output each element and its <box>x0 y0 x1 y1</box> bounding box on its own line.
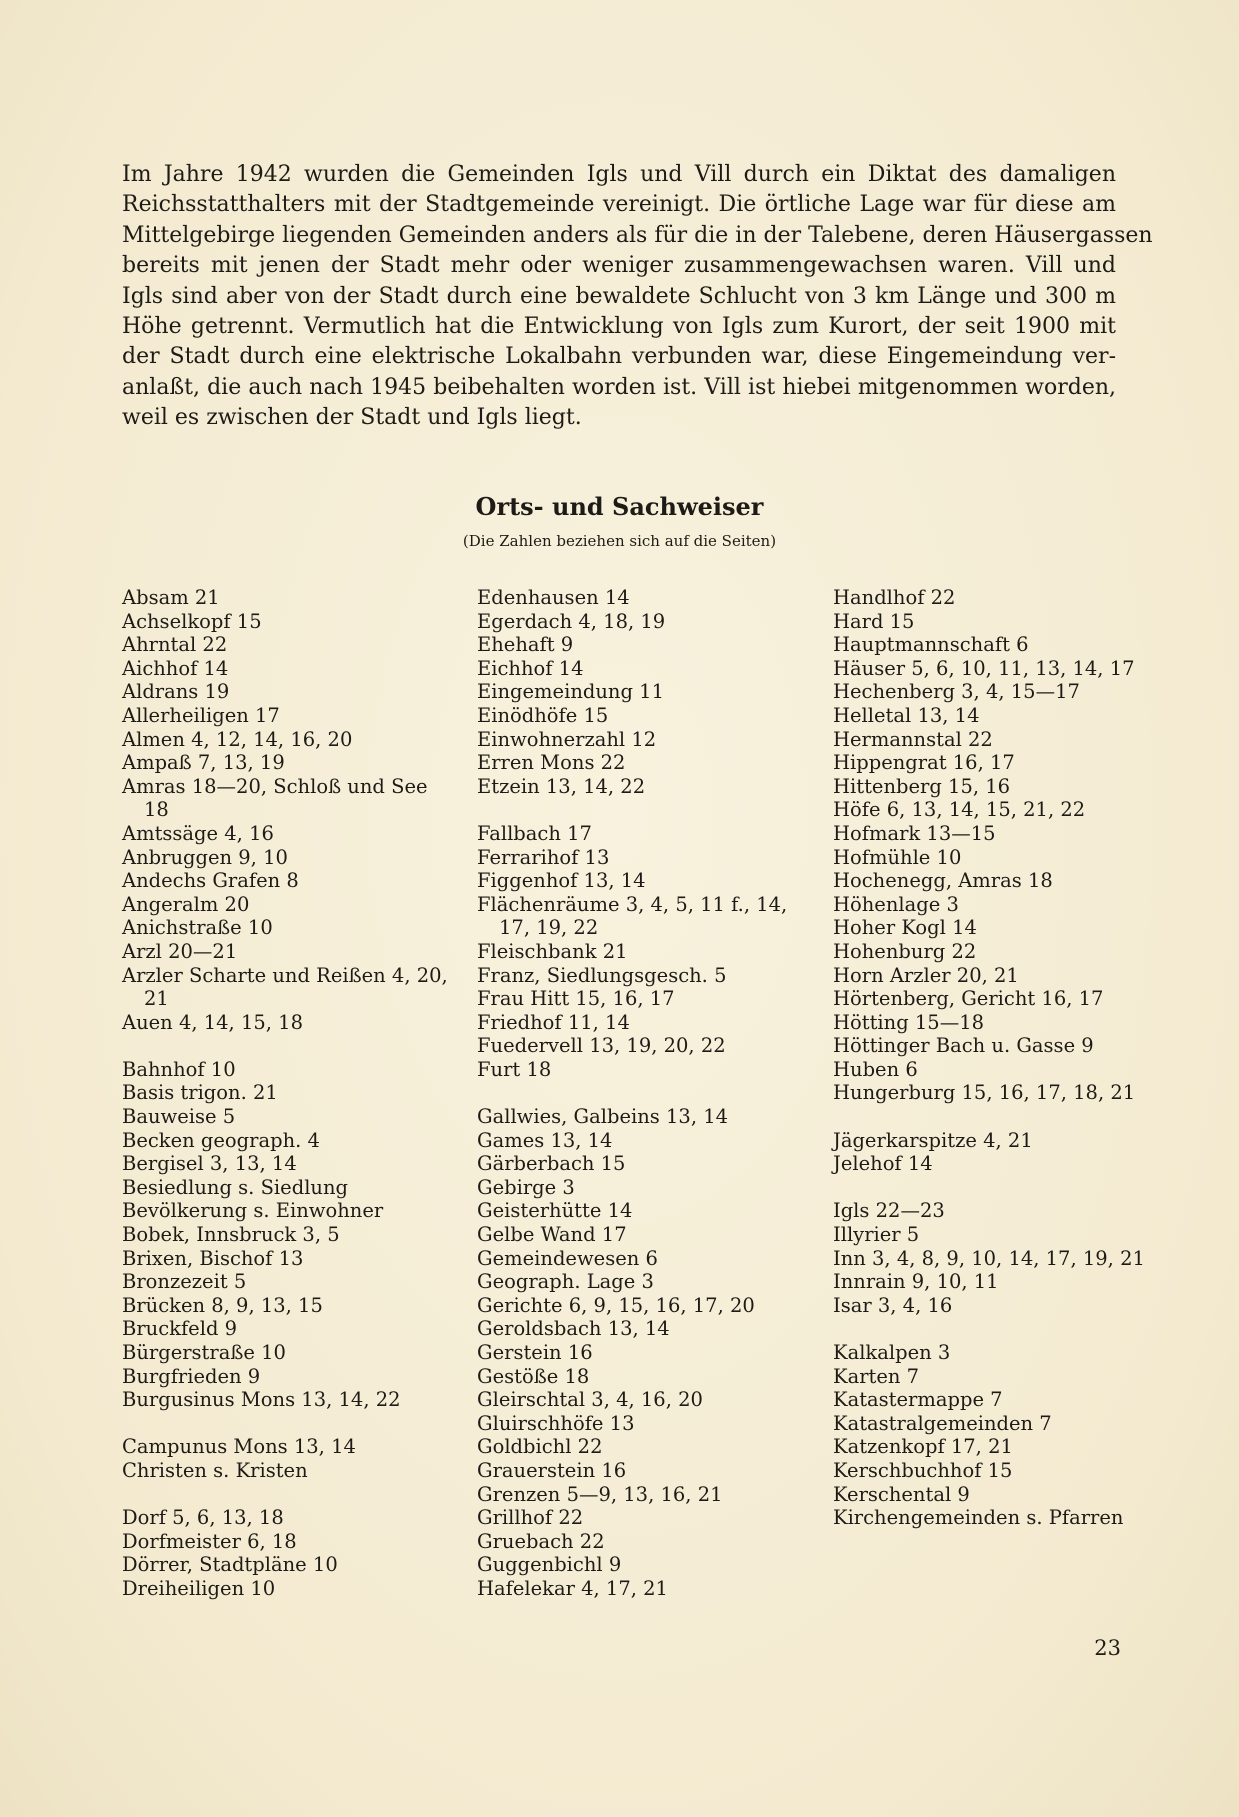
index-entry: Basis trigon. 21 <box>122 1081 278 1105</box>
index-entry: Gestöße 18 <box>477 1364 590 1388</box>
index-entry: Auen 4, 14, 15, 18 <box>122 1010 303 1034</box>
index-entry: Einwohnerzahl 12 <box>477 727 657 751</box>
index-entry: Arzl 20—21 <box>122 939 238 963</box>
index-entry: Erren Mons 22 <box>477 751 626 775</box>
index-entry: Absam 21 <box>122 586 220 609</box>
index-entry: Igls 22—23 <box>833 1199 945 1223</box>
index-entry: Besiedlung s. Siedlung <box>122 1175 349 1199</box>
index-entry: Fuedervell 13, 19, 20, 22 <box>477 1034 726 1058</box>
index-entry: Aichhof 14 <box>122 656 229 680</box>
index-entry: Geisterhütte 14 <box>477 1199 633 1223</box>
index-entry: Dörrer, Stadtpläne 10 <box>122 1553 338 1577</box>
intro-paragraph <box>122 160 1153 434</box>
index-entry: Bobek, Innsbruck 3, 5 <box>122 1223 340 1247</box>
index-entry: Goldbichl 22 <box>477 1435 603 1459</box>
index-entry: Gruebach 22 <box>477 1529 605 1553</box>
index-entry: Anichstraße 10 <box>122 916 273 940</box>
index-entry: Egerdach 4, 18, 19 <box>477 609 666 633</box>
index-entry: Hohenburg 22 <box>833 939 977 963</box>
index-entry: Hötting 15—18 <box>833 1010 985 1034</box>
index-entry: Bürgerstraße 10 <box>122 1341 286 1364</box>
index-section-gap <box>122 1412 452 1436</box>
index-entry: Figgenhof 13, 14 <box>477 869 646 893</box>
index-entry: Bahnhof 10 <box>122 1057 236 1081</box>
index-entry: Grenzen 5—9, 13, 16, 21 <box>477 1482 723 1506</box>
index-entry: Inn 3, 4, 8, 9, 10, 14, 17, 19, 21 <box>833 1246 1145 1270</box>
index-entry: Gluirschhöfe 13 <box>477 1411 635 1435</box>
index-entry: Hofmühle 10 <box>833 845 962 869</box>
index-entry: Gemeindewesen 6 <box>477 1246 658 1270</box>
index-entry: Höttinger Bach u. Gasse 9 <box>833 1034 1094 1058</box>
index-entry: Bruckfeld 9 <box>122 1317 238 1341</box>
index-entry: Kerschental 9 <box>833 1482 970 1506</box>
index-entry: Franz, Siedlungsgesch. 5 <box>477 963 727 987</box>
index-entry: Brücken 8, 9, 13, 15 <box>122 1293 323 1317</box>
index-entry: Hittenberg 15, 16 <box>833 774 1011 798</box>
index-entry: Häuser 5, 6, 10, 11, 13, 14, 17 <box>833 656 1135 680</box>
index-entry: Hafelekar 4, 17, 21 <box>477 1576 668 1600</box>
index-entry: Bergisel 3, 13, 14 <box>122 1152 297 1176</box>
index-section-gap <box>833 1317 1163 1341</box>
index-entry: Grauerstein 16 <box>477 1458 627 1482</box>
index-entry: Guggenbichl 9 <box>477 1553 622 1577</box>
index-entry: Gärberbach 15 <box>477 1152 626 1176</box>
index-entry: Achselkopf 15 <box>122 609 262 633</box>
index-entry: Allerheiligen 17 <box>122 703 280 727</box>
index-entry: Hofmark 13—15 <box>833 821 996 845</box>
index-subtitle: (Die Zahlen beziehen sich auf die Seiten) <box>462 532 777 550</box>
index-entry: Amras 18—20, Schloß und See 18 <box>122 774 428 822</box>
index-entry: Dorfmeister 6, 18 <box>122 1529 297 1553</box>
index-entry: Anbruggen 9, 10 <box>122 845 288 869</box>
index-column-2 <box>477 586 807 1601</box>
index-entry: Fleischbank 21 <box>477 939 628 963</box>
index-entry: Becken geograph. 4 <box>122 1128 320 1152</box>
index-entry: Isar 3, 4, 16 <box>833 1293 953 1317</box>
index-entry: Huben 6 <box>833 1057 918 1081</box>
index-entry: Hauptmannschaft 6 <box>833 633 1029 657</box>
intro-line: bereits mit jenen der Stadt mehr oder weniger zusammengewachsen waren. Vill und <box>122 253 1116 279</box>
index-entry: Gelbe Wand 17 <box>477 1223 627 1247</box>
index-entry: Almen 4, 12, 14, 16, 20 <box>122 727 353 751</box>
intro-line: anlaßt, die auch nach 1945 beibehalten worden ist. Vill ist hiebei mitgenommen worden, <box>122 374 1116 400</box>
index-entry: Angeralm 20 <box>122 892 250 916</box>
index-entry: Höhenlage 3 <box>833 892 959 916</box>
index-entry: Hochenegg, Amras 18 <box>833 869 1053 893</box>
index-entry: Arzler Scharte und Reißen 4, 20, 21 <box>122 963 448 1011</box>
index-entry: Ferrarihof 13 <box>477 845 610 869</box>
index-entry: Edenhausen 14 <box>477 586 630 609</box>
index-entry: Aldrans 19 <box>122 680 230 704</box>
index-entry: Hermannstal 22 <box>833 727 993 751</box>
index-entry: Helletal 13, 14 <box>833 703 980 727</box>
index-entry: Gerichte 6, 9, 15, 16, 17, 20 <box>477 1293 755 1317</box>
index-entry: Burgfrieden 9 <box>122 1364 261 1388</box>
index-entry: Fallbach 17 <box>477 821 592 845</box>
index-entry: Kirchengemeinden s. Pfarren <box>833 1506 1124 1530</box>
index-entry: Gerstein 16 <box>477 1341 593 1364</box>
index-entry: Katastermappe 7 <box>833 1388 1003 1412</box>
index-section-gap <box>833 1105 1163 1129</box>
index-entry: Katastralgemeinden 7 <box>833 1411 1052 1435</box>
index-section-gap <box>122 1034 452 1058</box>
index-entry: Gallwies, Galbeins 13, 14 <box>477 1105 729 1129</box>
index-entry: Gleirschtal 3, 4, 16, 20 <box>477 1388 703 1412</box>
index-entry: Gebirge 3 <box>477 1175 575 1199</box>
page-number: 23 <box>1094 1636 1121 1660</box>
intro-line: Mittelgebirge liegenden Gemeinden anders als für die in der Talebene, deren Häusergassen <box>122 222 1153 248</box>
intro-line: Im Jahre 1942 wurden die Gemeinden Igls und Vill durch ein Diktat des damaligen <box>122 162 1116 187</box>
index-entry: Hippengrat 16, 17 <box>833 751 1015 775</box>
intro-line: der Stadt durch eine elektrische Lokalbahn verbunden war, diese Eingemeindung ver- <box>122 344 1116 370</box>
index-entry: Ampaß 7, 13, 19 <box>122 751 285 775</box>
index-entry: Jägerkarspitze 4, 21 <box>833 1128 1033 1152</box>
index-entry: Games 13, 14 <box>477 1128 613 1152</box>
index-section-gap <box>477 1081 807 1105</box>
index-entry: Jelehof 14 <box>833 1152 933 1176</box>
index-entry: Dreiheiligen 10 <box>122 1576 276 1600</box>
index-entry: Friedhof 11, 14 <box>477 1010 630 1034</box>
index-entry: Ehehaft 9 <box>477 633 574 657</box>
index-entry: Kerschbuchhof 15 <box>833 1458 1013 1482</box>
index-section-gap <box>122 1483 452 1507</box>
index-entry: Amtssäge 4, 16 <box>122 821 274 845</box>
index-entry: Hörtenberg, Gericht 16, 17 <box>833 987 1104 1011</box>
index-entry: Flächenräume 3, 4, 5, 11 f., 14, 17, 19, 22 <box>477 892 788 940</box>
index-entry: Etzein 13, 14, 22 <box>477 774 646 798</box>
intro-line: weil es zwischen der Stadt und Igls liegt. <box>122 405 582 431</box>
index-entry: Bevölkerung s. Einwohner <box>122 1199 384 1223</box>
index-entry: Hoher Kogl 14 <box>833 916 977 940</box>
index-entry: Grillhof 22 <box>477 1506 584 1530</box>
index-entry: Geograph. Lage 3 <box>477 1270 654 1294</box>
index-entry: Furt 18 <box>477 1057 552 1081</box>
intro-line: Höhe getrennt. Vermutlich hat die Entwicklung von Igls zum Kurort, der seit 1900 mit <box>122 314 1116 340</box>
index-section-gap <box>477 798 807 822</box>
index-column-1 <box>122 586 452 1601</box>
index-entry: Horn Arzler 20, 21 <box>833 963 1019 987</box>
index-entry: Illyrier 5 <box>833 1223 920 1247</box>
index-entry: Dorf 5, 6, 13, 18 <box>122 1506 284 1530</box>
intro-line: Igls sind aber von der Stadt durch eine bewaldete Schlucht von 3 km Länge und 300 m <box>122 283 1116 309</box>
index-entry: Burgusinus Mons 13, 14, 22 <box>122 1388 401 1412</box>
index-entry: Karten 7 <box>833 1364 920 1388</box>
index-entry: Hungerburg 15, 16, 17, 18, 21 <box>833 1081 1136 1105</box>
index-title: Orts- und Sachweiser <box>475 492 764 521</box>
index-entry: Campunus Mons 13, 14 <box>122 1435 356 1459</box>
index-column-3 <box>833 586 1163 1530</box>
intro-line: Reichsstatthalters mit der Stadtgemeinde vereinigt. Die örtliche Lage war für diese am <box>122 192 1116 218</box>
index-entry: Innrain 9, 10, 11 <box>833 1270 999 1294</box>
index-entry: Hechenberg 3, 4, 15—17 <box>833 680 1080 704</box>
index-entry: Katzenkopf 17, 21 <box>833 1435 1013 1459</box>
index-entry: Ahrntal 22 <box>122 633 228 657</box>
index-section-gap <box>833 1176 1163 1200</box>
index-entry: Hard 15 <box>833 609 915 633</box>
index-entry: Bauweise 5 <box>122 1105 236 1129</box>
index-entry: Geroldsbach 13, 14 <box>477 1317 670 1341</box>
index-entry: Christen s. Kristen <box>122 1458 308 1482</box>
index-entry: Eingemeindung 11 <box>477 680 664 704</box>
index-entry: Kalkalpen 3 <box>833 1341 951 1364</box>
index-entry: Andechs Grafen 8 <box>122 869 299 893</box>
index-entry: Handlhof 22 <box>833 586 956 609</box>
index-entry: Bronzezeit 5 <box>122 1270 247 1294</box>
index-entry: Brixen, Bischof 13 <box>122 1246 304 1270</box>
index-entry: Höfe 6, 13, 14, 15, 21, 22 <box>833 798 1086 822</box>
index-entry: Eichhof 14 <box>477 656 584 680</box>
index-entry: Einödhöfe 15 <box>477 703 609 727</box>
index-entry: Frau Hitt 15, 16, 17 <box>477 987 675 1011</box>
